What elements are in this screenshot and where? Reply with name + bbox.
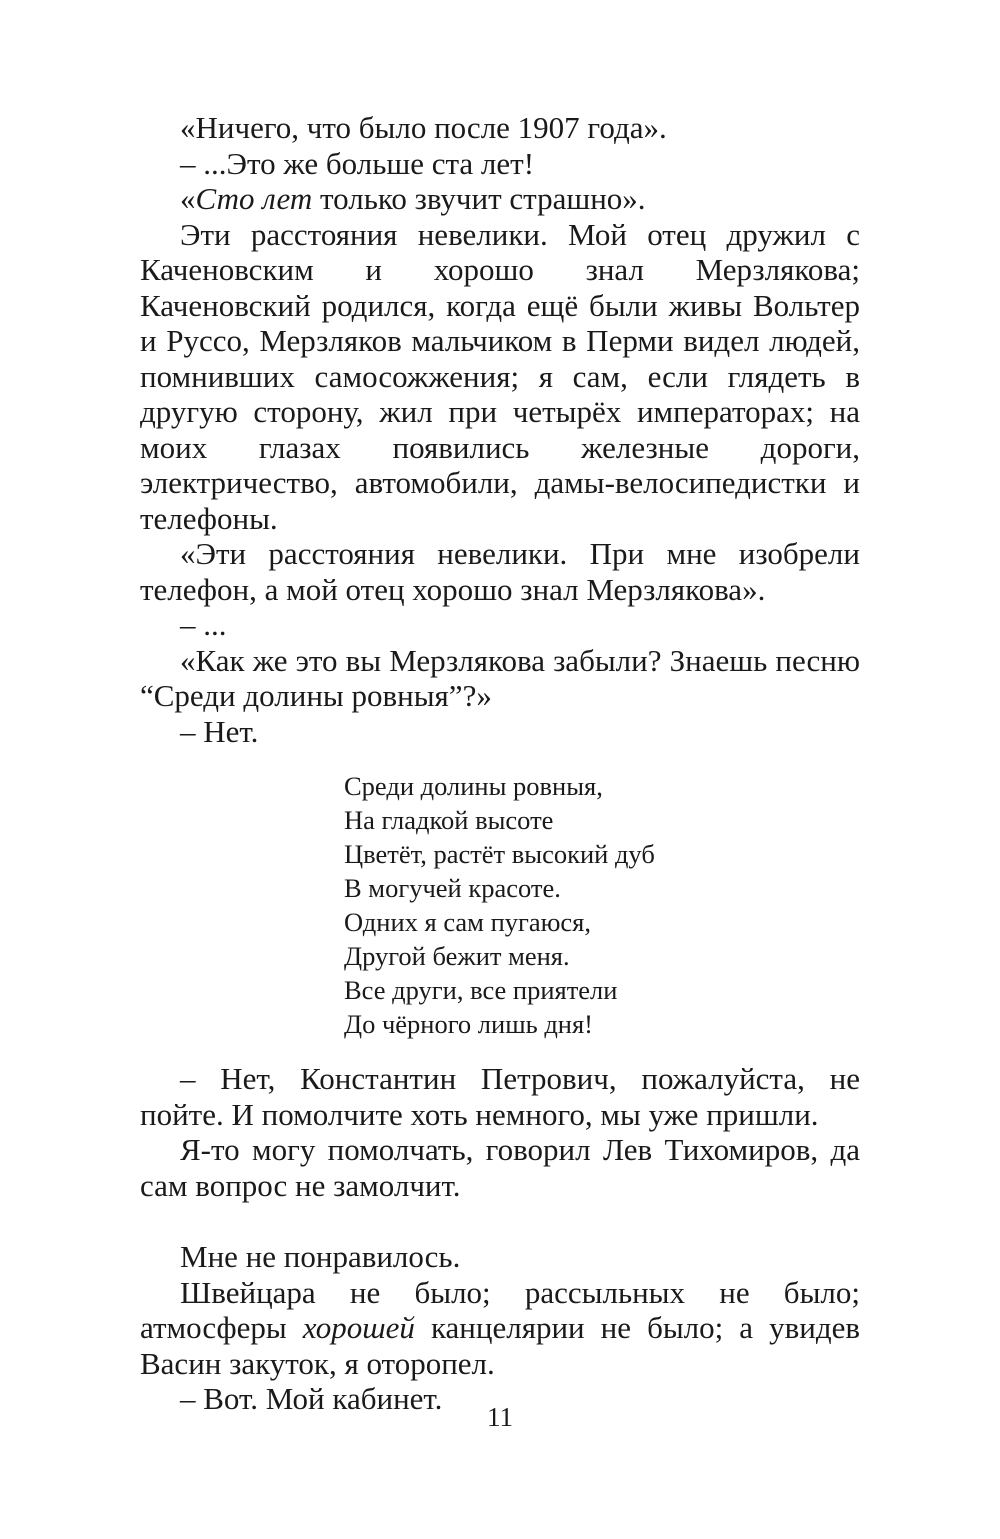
poem-line: Одних я сам пугаюся, bbox=[344, 907, 592, 937]
text-run: – Вот. Мой кабинет. bbox=[180, 1381, 443, 1416]
text-run: – Нет, Константин Петрович, пожалуйста, не пойте. И помолчите хоть немного, мы уже пришли. bbox=[140, 1061, 860, 1132]
paragraph bbox=[140, 217, 860, 537]
text-run: канцелярии не было; а увидев Васин закуток, я оторопел. bbox=[140, 1310, 860, 1381]
paragraph bbox=[140, 714, 860, 750]
italic-text: хорошей bbox=[302, 1310, 415, 1345]
text-run: « bbox=[180, 181, 196, 216]
poem-block bbox=[344, 769, 860, 1041]
text-run: – ... bbox=[180, 607, 227, 642]
poem-line: Цветёт, растёт высокий дуб bbox=[344, 839, 655, 869]
text-run: Я-то могу помолчать, говорил Лев Тихомиров, да сам вопрос не замолчит. bbox=[140, 1132, 860, 1203]
page-number: 11 bbox=[487, 1402, 513, 1432]
paragraph bbox=[140, 643, 860, 714]
paragraphs-after-poem bbox=[140, 1061, 860, 1417]
paragraphs-before-poem bbox=[140, 110, 860, 749]
body-text bbox=[140, 110, 860, 1417]
text-run: «Эти расстояния невелики. При мне изобрели телефон, а мой отец хорошо знал Мерзлякова». bbox=[140, 536, 860, 607]
text-run: – ...Это же больше ста лет! bbox=[180, 145, 535, 181]
poem-line: На гладкой высоте bbox=[344, 805, 554, 835]
poem-line: Другой бежит меня. bbox=[344, 941, 570, 971]
paragraph bbox=[140, 607, 860, 643]
paragraph bbox=[140, 1239, 860, 1275]
poem-line: До чёрного лишь дня! bbox=[344, 1009, 594, 1039]
poem-line: Все други, все приятели bbox=[344, 975, 618, 1005]
text-run: – Нет. bbox=[180, 713, 259, 749]
text-run: только звучит страшно». bbox=[312, 181, 646, 216]
paragraph bbox=[140, 1132, 860, 1203]
paragraph bbox=[140, 536, 860, 607]
text-run: Эти расстояния невелики. Мой отец дружил с Каченовским и хорошо знал Мерзлякова; Каченовский родился, когда ещё были живы Вольтер и Руссо, Мерзляков мальчиком в Перми видел людей, помнивших самосожжения; я сам, если глядеть в другую сторону, жил при четырёх императорах; на моих глазах появились железные дороги, электричество, автомобили, дамы-велосипедистки и телефоны. bbox=[140, 216, 860, 536]
paragraph bbox=[140, 146, 860, 182]
text-run: «Ничего, что было после 1907 года». bbox=[180, 110, 667, 145]
paragraph bbox=[140, 1275, 860, 1382]
text-run: Мне не понравилось. bbox=[180, 1239, 461, 1274]
poem-line: Среди долины ровныя, bbox=[344, 771, 603, 801]
poem-line: В могучей красоте. bbox=[344, 873, 561, 903]
italic-text: Сто лет bbox=[195, 181, 313, 216]
paragraph bbox=[140, 110, 860, 146]
paragraph bbox=[140, 1061, 860, 1132]
text-run: «Как же это вы Мерзлякова забыли? Знаешь песню “Среди долины ровныя”?» bbox=[140, 642, 860, 713]
text-run: Швейцара не было; рассыльных не было; атмосферы bbox=[140, 1274, 860, 1345]
paragraph bbox=[140, 181, 860, 217]
